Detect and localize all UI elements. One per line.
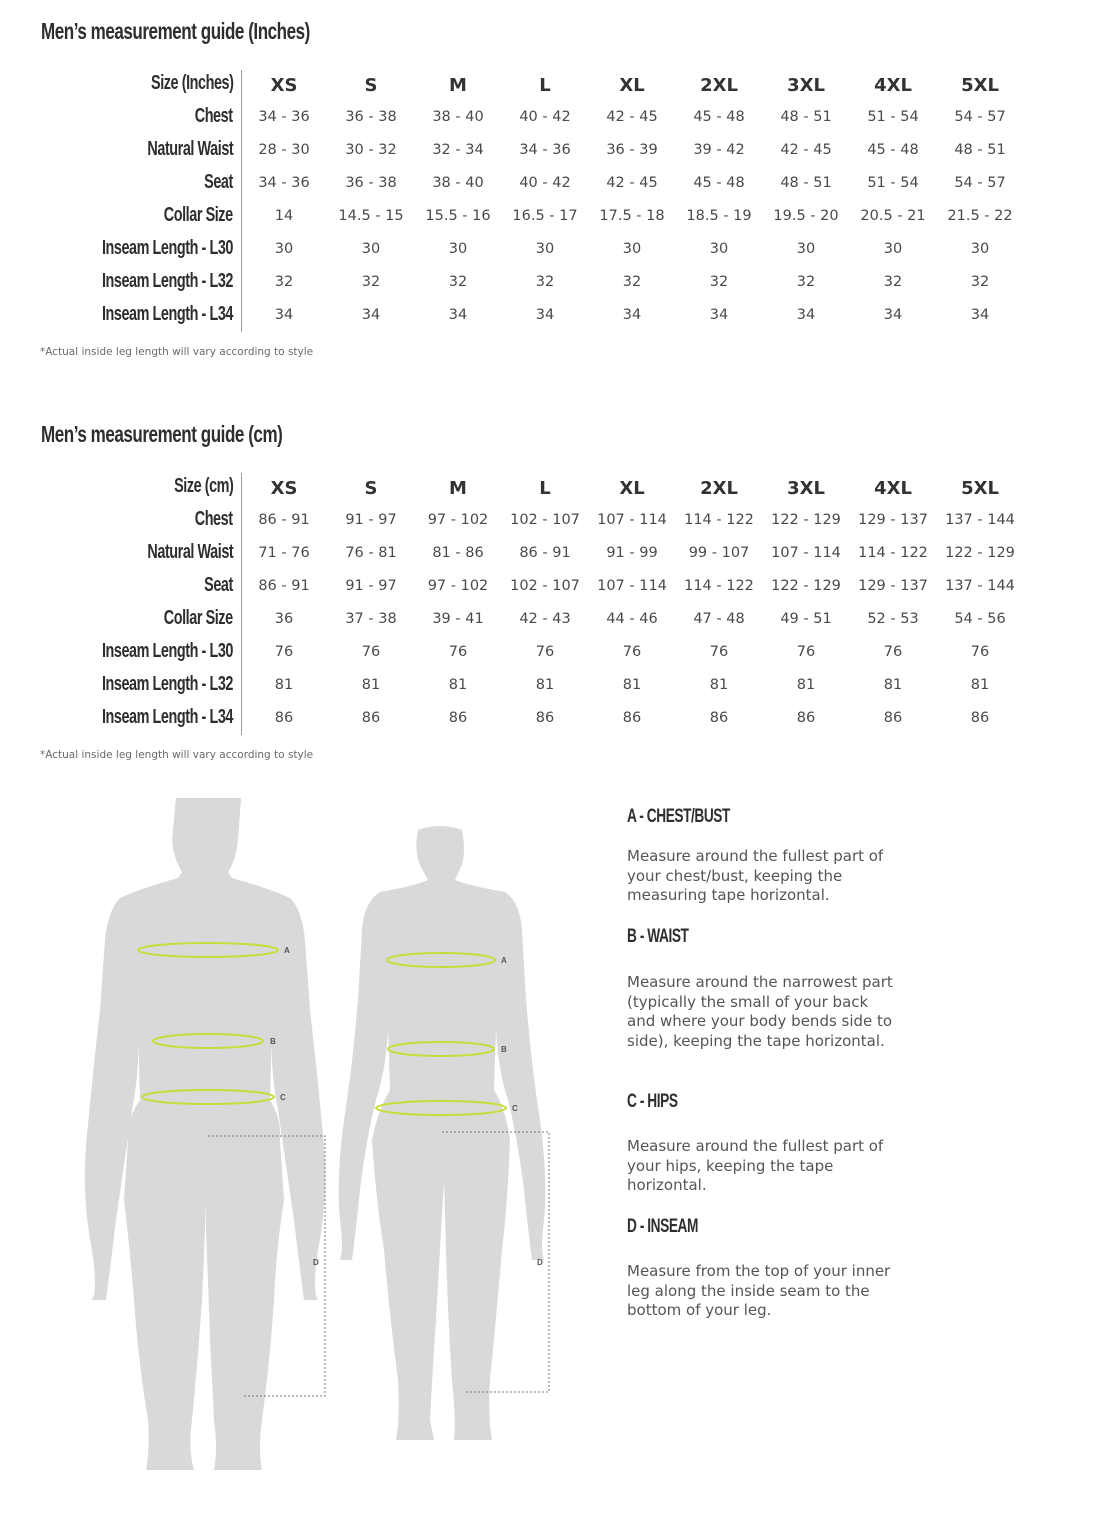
inches-table-cell: 30 (883, 241, 903, 257)
cm-table-cell: 37 - 38 (345, 611, 397, 627)
inches-size-header: M (449, 75, 467, 96)
cm-table-cell: 91 - 97 (345, 512, 397, 528)
cm-table-cell: 76 (535, 644, 555, 660)
cm-size-header: 2XL (700, 478, 738, 499)
male-label-b: B (270, 1037, 276, 1046)
cm-size-header-label: Size (cm) (173, 475, 233, 497)
inches-table-cell: 34 (361, 307, 381, 323)
inches-table-cell: 36 - 39 (606, 142, 658, 158)
cm-table-cell: 97 - 102 (427, 578, 489, 594)
inches-table-cell: 34 (448, 307, 468, 323)
inches-size-header: 4XL (874, 75, 912, 96)
cm-table-cell: 129 - 137 (858, 578, 928, 594)
inches-table-cell: 48 - 51 (954, 142, 1006, 158)
inches-table-cell: 42 - 45 (780, 142, 832, 158)
cm-table-cell: 36 (274, 611, 294, 627)
male-silhouette (85, 798, 325, 1470)
cm-table-cell: 81 (970, 677, 990, 693)
inches-table-cell: 48 - 51 (780, 109, 832, 125)
female-label-d: D (537, 1258, 543, 1267)
cm-table-cell: 137 - 144 (945, 512, 1015, 528)
cm-table-cell: 71 - 76 (258, 545, 310, 561)
female-label-b: B (501, 1045, 507, 1054)
inches-table-cell: 42 - 45 (606, 175, 658, 191)
guide-inseam-text: Measure from the top of your inner leg along the inside seam to the bottom of your leg. (627, 1262, 891, 1319)
cm-table-cell: 122 - 129 (945, 545, 1015, 561)
female-label-c: C (512, 1104, 518, 1113)
inches-table-cell: 30 (448, 241, 468, 257)
guide-hips-text: Measure around the fullest part of your hips, keeping the tape horizontal. (627, 1137, 884, 1194)
inches-table-cell: 28 - 30 (258, 142, 310, 158)
inches-table-cell: 34 (535, 307, 555, 323)
cm-table-cell: 76 (274, 644, 294, 660)
inches-table-cell: 34 (796, 307, 816, 323)
inches-table-cell: 34 (970, 307, 990, 323)
cm-table-cell: 86 - 91 (258, 578, 310, 594)
inches-table-cell: 54 - 57 (954, 175, 1006, 191)
inches-table-cell: 40 - 42 (519, 109, 571, 125)
inches-table-cell: 54 - 57 (954, 109, 1006, 125)
cm-note: *Actual inside leg length will vary according to style (40, 749, 314, 761)
cm-table-cell: 114 - 122 (684, 578, 754, 594)
cm-table-cell: 81 (361, 677, 381, 693)
cm-row-label: Inseam Length - L32 (101, 673, 233, 695)
inches-table-cell: 34 - 36 (519, 142, 571, 158)
cm-row-label: Inseam Length - L30 (101, 640, 233, 662)
inches-table-cell: 34 (622, 307, 642, 323)
inches-size-header: S (364, 75, 378, 96)
female-silhouette (339, 826, 546, 1440)
cm-size-header: S (364, 478, 378, 499)
inches-table-cell: 30 (796, 241, 816, 257)
cm-table-cell: 102 - 107 (510, 512, 580, 528)
cm-table-cell: 107 - 114 (597, 512, 667, 528)
cm-table-cell: 86 (535, 710, 555, 726)
inches-row-label: Inseam Length - L34 (101, 303, 233, 325)
cm-table-cell: 76 (796, 644, 816, 660)
inches-table-cell: 40 - 42 (519, 175, 571, 191)
cm-table-cell: 137 - 144 (945, 578, 1015, 594)
inches-table-cell: 45 - 48 (693, 109, 745, 125)
male-label-c: C (280, 1093, 286, 1102)
inches-row-label: Natural Waist (147, 138, 233, 160)
inches-table-cell: 32 (709, 274, 729, 290)
inches-table-cell: 32 (361, 274, 381, 290)
cm-table-cell: 39 - 41 (432, 611, 484, 627)
cm-size-header: L (539, 478, 551, 499)
inches-size-header: 5XL (961, 75, 999, 96)
cm-table-cell: 107 - 114 (771, 545, 841, 561)
cm-table-cell: 76 (448, 644, 468, 660)
cm-table-cell: 122 - 129 (771, 578, 841, 594)
cm-size-header: XS (270, 478, 298, 499)
inches-table-cell: 45 - 48 (867, 142, 919, 158)
inches-size-header: L (539, 75, 551, 96)
cm-table-cell: 76 - 81 (345, 545, 397, 561)
cm-table-cell: 81 (274, 677, 294, 693)
inches-table-cell: 32 - 34 (432, 142, 484, 158)
cm-table-cell: 102 - 107 (510, 578, 580, 594)
cm-table-cell: 86 (622, 710, 642, 726)
inches-table-cell: 15.5 - 16 (425, 208, 491, 224)
cm-table-cell: 54 - 56 (954, 611, 1006, 627)
cm-table-cell: 81 - 86 (432, 545, 484, 561)
cm-table-cell: 99 - 107 (688, 545, 750, 561)
cm-table-cell: 86 - 91 (519, 545, 571, 561)
cm-row-label: Seat (204, 574, 233, 596)
cm-table-cell: 86 (274, 710, 294, 726)
cm-size-header: 5XL (961, 478, 999, 499)
inches-table-cell: 18.5 - 19 (686, 208, 752, 224)
cm-table-cell: 76 (622, 644, 642, 660)
inches-table-cell: 17.5 - 18 (599, 208, 665, 224)
cm-table-cell: 86 (883, 710, 903, 726)
guide-hips-title: C - HIPS (627, 1091, 678, 1112)
cm-table-cell: 86 (361, 710, 381, 726)
inches-table-cell: 38 - 40 (432, 109, 484, 125)
cm-table-cell: 76 (709, 644, 729, 660)
cm-table-cell: 86 (970, 710, 990, 726)
inches-size-header: XL (619, 75, 645, 96)
guide-waist-title: B - WAIST (627, 926, 689, 947)
inches-table-cell: 39 - 42 (693, 142, 745, 158)
cm-row-label: Chest (195, 508, 233, 530)
cm-table-cell: 86 (709, 710, 729, 726)
inches-table-cell: 51 - 54 (867, 175, 919, 191)
inches-table-cell: 34 (274, 307, 294, 323)
cm-table-cell: 52 - 53 (867, 611, 919, 627)
male-label-a: A (284, 946, 290, 955)
cm-table-cell: 122 - 129 (771, 512, 841, 528)
inches-table-cell: 32 (622, 274, 642, 290)
cm-table-cell: 76 (970, 644, 990, 660)
inches-size-header: 2XL (700, 75, 738, 96)
inches-title: Men’s measurement guide (Inches) (41, 18, 310, 44)
male-label-d: D (313, 1258, 319, 1267)
cm-table-cell: 86 - 91 (258, 512, 310, 528)
cm-table-cell: 44 - 46 (606, 611, 658, 627)
inches-table-cell: 30 (622, 241, 642, 257)
inches-note: *Actual inside leg length will vary according to style (40, 346, 314, 358)
inches-table-cell: 32 (970, 274, 990, 290)
cm-title: Men’s measurement guide (cm) (41, 421, 283, 447)
guide-inseam-title: D - INSEAM (627, 1216, 698, 1237)
female-label-a: A (501, 956, 507, 965)
inches-table-cell: 36 - 38 (345, 175, 397, 191)
inches-row-label: Inseam Length - L30 (101, 237, 233, 259)
inches-table-cell: 45 - 48 (693, 175, 745, 191)
inches-table-cell: 34 (709, 307, 729, 323)
inches-table-cell: 48 - 51 (780, 175, 832, 191)
inches-table-cell: 51 - 54 (867, 109, 919, 125)
inches-size-header: XS (270, 75, 298, 96)
inches-table-cell: 32 (448, 274, 468, 290)
cm-table-cell: 81 (796, 677, 816, 693)
cm-table-cell: 81 (535, 677, 555, 693)
inches-table-cell: 30 (970, 241, 990, 257)
cm-size-header: 3XL (787, 478, 825, 499)
inches-table-cell: 36 - 38 (345, 109, 397, 125)
cm-size-header: M (449, 478, 467, 499)
inches-row-label: Chest (195, 105, 233, 127)
cm-row-label: Inseam Length - L34 (101, 706, 233, 728)
cm-table-cell: 76 (361, 644, 381, 660)
inches-table-cell: 30 (361, 241, 381, 257)
cm-size-header: 4XL (874, 478, 912, 499)
inches-table-cell: 34 (883, 307, 903, 323)
guide-chest-title: A - CHEST/BUST (627, 806, 730, 827)
cm-table-cell: 91 - 97 (345, 578, 397, 594)
cm-table-cell: 49 - 51 (780, 611, 832, 627)
inches-table-cell: 38 - 40 (432, 175, 484, 191)
guide-chest-text: Measure around the fullest part of your chest/bust, keeping the measuring tape horizontal. (627, 847, 884, 904)
guide-waist-text: Measure around the narrowest part (typically the small of your back and where your body bends side to side), keeping the tape horizontal. (627, 973, 893, 1050)
inches-table-cell: 32 (883, 274, 903, 290)
inches-table-cell: 21.5 - 22 (947, 208, 1013, 224)
cm-table-cell: 86 (796, 710, 816, 726)
inches-table-cell: 30 - 32 (345, 142, 397, 158)
cm-table-cell: 81 (448, 677, 468, 693)
cm-table-cell: 81 (883, 677, 903, 693)
inches-table-cell: 14.5 - 15 (338, 208, 404, 224)
cm-row-label: Natural Waist (147, 541, 233, 563)
inches-table-cell: 32 (796, 274, 816, 290)
cm-size-header: XL (619, 478, 645, 499)
inches-size-header: 3XL (787, 75, 825, 96)
inches-table-cell: 32 (535, 274, 555, 290)
cm-table-cell: 47 - 48 (693, 611, 745, 627)
inches-table-cell: 30 (274, 241, 294, 257)
cm-table-cell: 81 (622, 677, 642, 693)
inches-table-cell: 16.5 - 17 (512, 208, 578, 224)
inches-table-cell: 32 (274, 274, 294, 290)
inches-table-cell: 30 (709, 241, 729, 257)
inches-table-cell: 19.5 - 20 (773, 208, 839, 224)
body-figures (0, 780, 600, 1480)
cm-table-cell: 97 - 102 (427, 512, 489, 528)
inches-table-cell: 34 - 36 (258, 175, 310, 191)
inches-row-label: Collar Size (164, 204, 233, 226)
cm-table-cell: 91 - 99 (606, 545, 658, 561)
inches-size-header-label: Size (Inches) (150, 72, 233, 94)
cm-table-cell: 107 - 114 (597, 578, 667, 594)
inches-table-cell: 34 - 36 (258, 109, 310, 125)
cm-table-cell: 86 (448, 710, 468, 726)
inches-row-label: Inseam Length - L32 (101, 270, 233, 292)
cm-row-label: Collar Size (164, 607, 233, 629)
cm-table-cell: 76 (883, 644, 903, 660)
inches-table-cell: 30 (535, 241, 555, 257)
cm-table-cell: 114 - 122 (858, 545, 928, 561)
inches-table-cell: 42 - 45 (606, 109, 658, 125)
cm-table-cell: 114 - 122 (684, 512, 754, 528)
cm-table-cell: 81 (709, 677, 729, 693)
cm-table-cell: 129 - 137 (858, 512, 928, 528)
cm-table-cell: 42 - 43 (519, 611, 571, 627)
inches-row-label: Seat (204, 171, 233, 193)
inches-table-cell: 14 (274, 208, 294, 224)
inches-table-cell: 20.5 - 21 (860, 208, 926, 224)
